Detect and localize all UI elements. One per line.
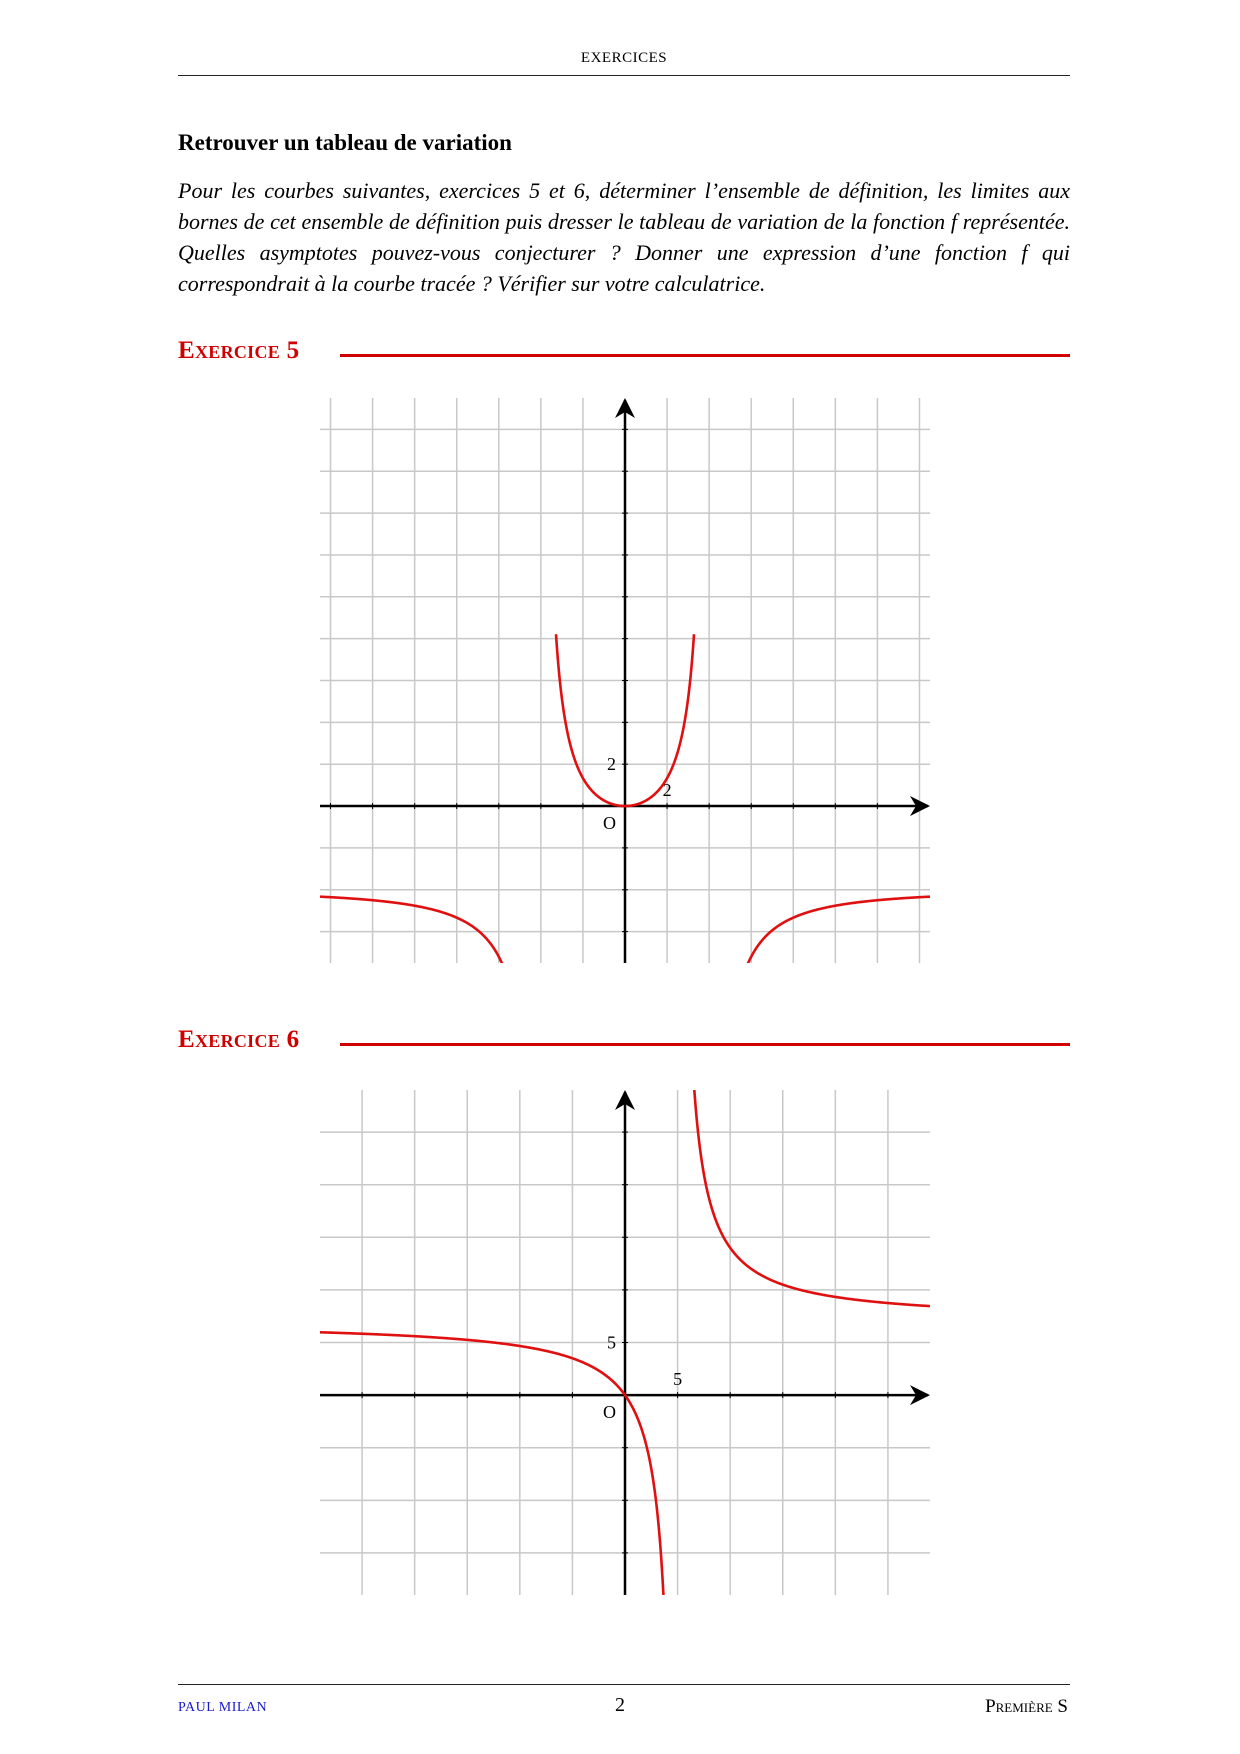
exercise-6-graph	[320, 1090, 930, 1595]
footer-page-number: 2	[615, 1694, 625, 1716]
x-tick-label: 5	[673, 1369, 683, 1390]
curve-branch-3	[710, 897, 930, 963]
footer-rule	[178, 1684, 1070, 1685]
footer-author: PAUL MILAN	[178, 1700, 268, 1715]
curve-branch-1	[320, 1332, 667, 1595]
exercise-6-rule	[340, 1043, 1070, 1046]
origin-label: O	[603, 813, 616, 834]
curve-branch-1	[320, 897, 540, 963]
x-tick-label: 2	[662, 780, 672, 801]
exercise-5-title: Exercice 5	[178, 337, 300, 364]
footer-level: Première S	[985, 1696, 1068, 1717]
y-tick-label: 2	[607, 754, 616, 775]
header-rule	[178, 75, 1070, 76]
exercise-6-title: Exercice 6	[178, 1026, 300, 1053]
y-tick-label: 5	[607, 1332, 616, 1353]
exercise-5-rule	[340, 354, 1070, 357]
section-title: Retrouver un tableau de variation	[178, 130, 512, 155]
curve-branch-2	[684, 1090, 930, 1306]
instructions-paragraph: Pour les courbes suivantes, exercices 5 et 6, déterminer l’ensemble de définition, les limites aux bornes de cet ensemble de définition puis dresser le tableau de variation de la fonction f représentée. Quelles asymptotes pouvez-vous conjecturer ? Donner une expression d’une fonction f qui correspondrait à la courbe tracée ? Vérifier sur votre calculatrice.	[178, 178, 1070, 296]
running-header: EXERCICES	[580, 50, 668, 66]
exercise-5-graph	[320, 398, 930, 963]
origin-label: O	[603, 1402, 616, 1423]
